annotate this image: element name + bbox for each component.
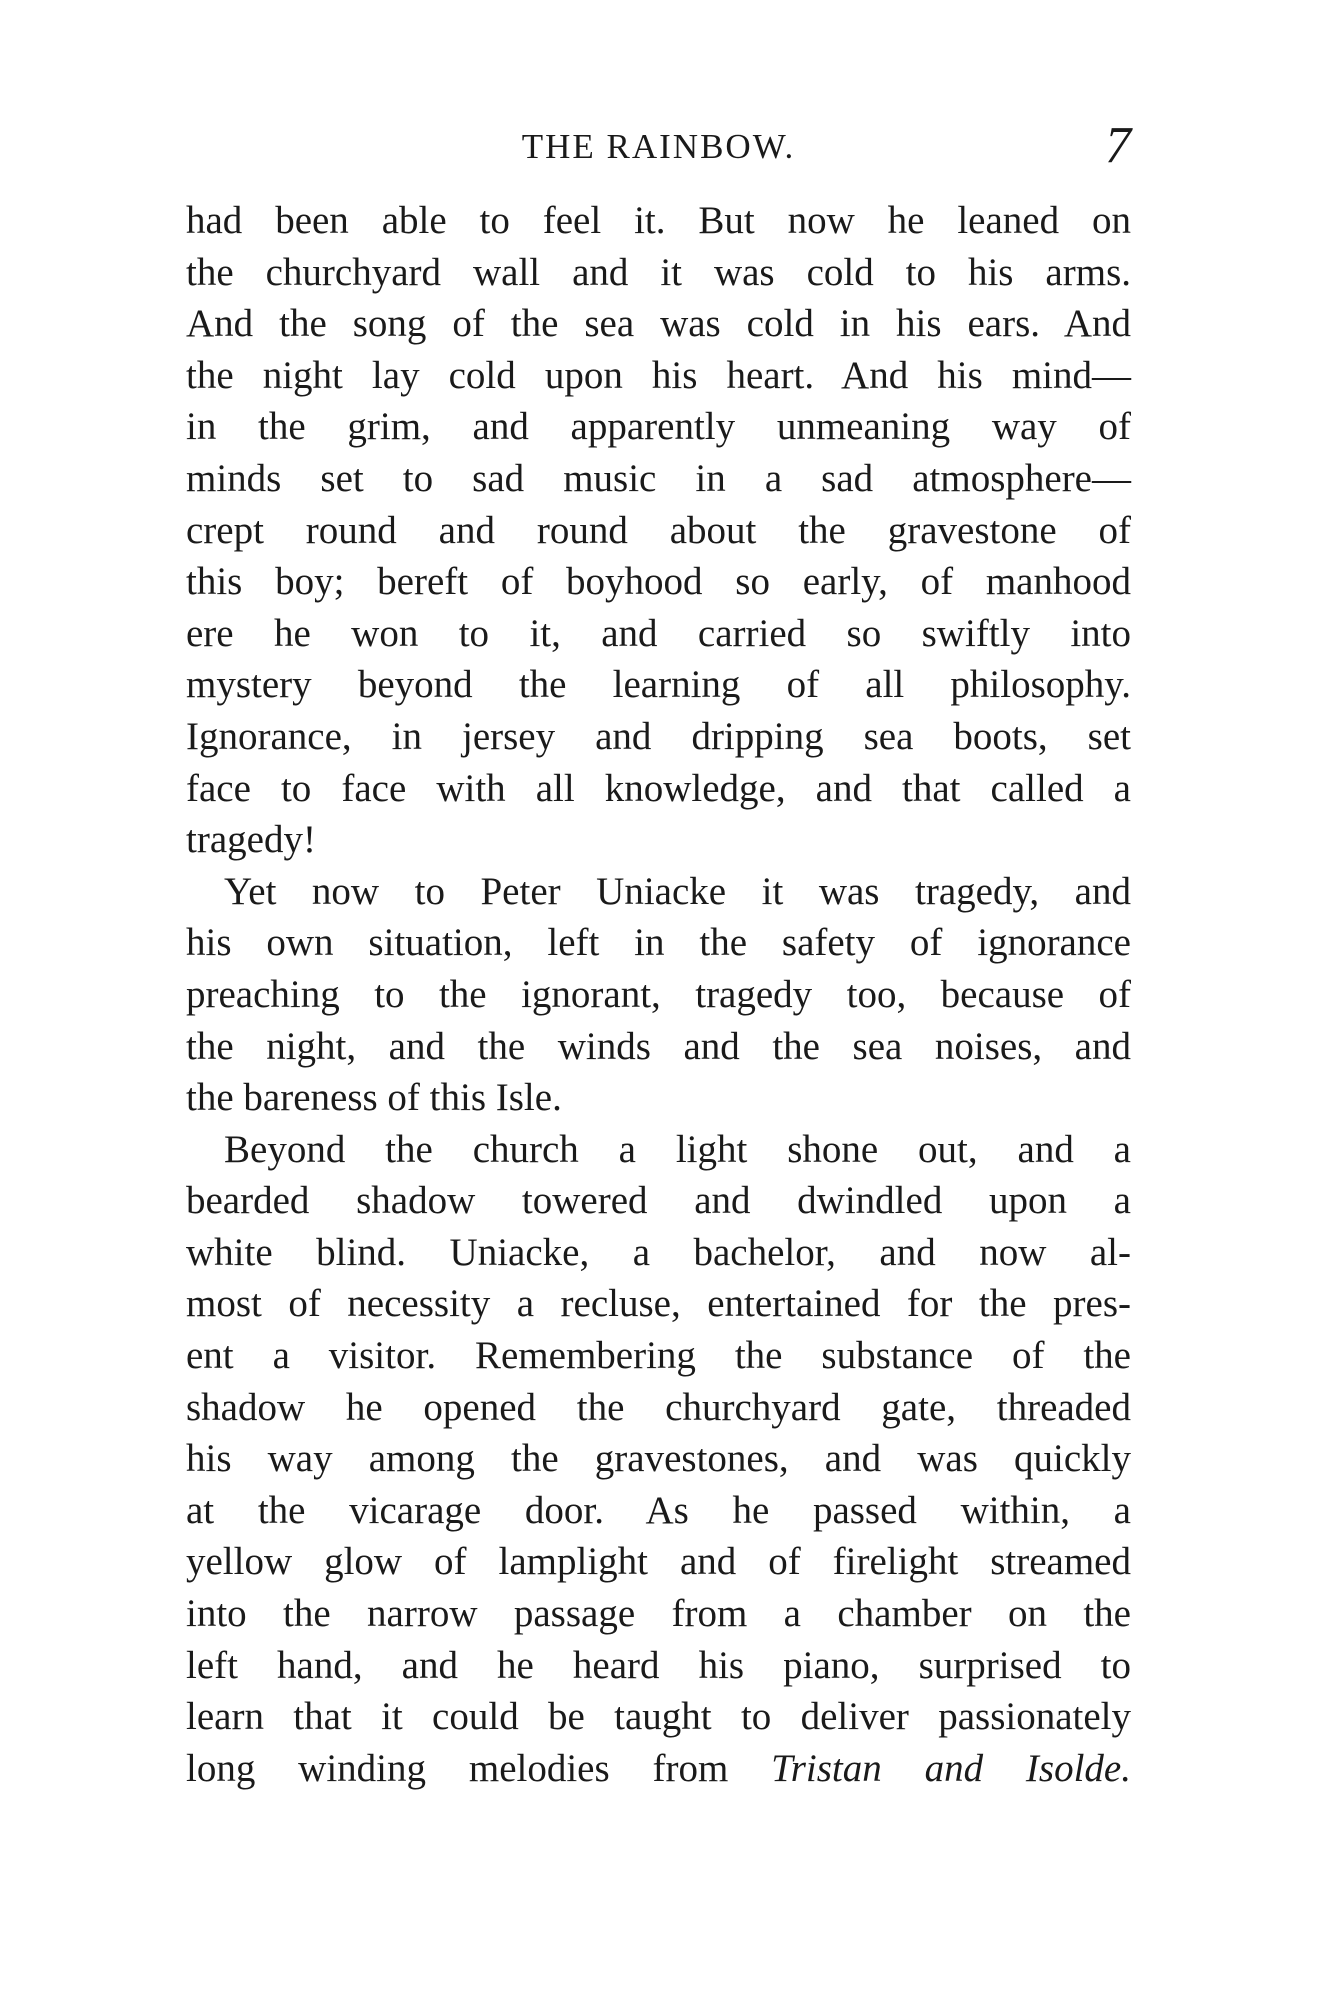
body-text [186,195,1131,1794]
text-line: preaching to the ignorant, tragedy too, because of [186,972,1131,1016]
text-line: the night, and the winds and the sea noises, and [186,1024,1131,1068]
text-line: tragedy! [186,818,316,862]
text-line: the churchyard wall and it was cold to his arms. [186,250,1131,294]
final-line-text: long winding melodies from [186,1746,772,1790]
text-line: And the song of the sea was cold in his ears. And [186,302,1131,346]
text-line: his way among the gravestones, and was quickly [186,1437,1131,1481]
text-line: the night lay cold upon his heart. And his mind— [186,353,1131,397]
text-line: ere he won to it, and carried so swiftly into [186,611,1131,655]
text-line: minds set to sad music in a sad atmosphere— [186,456,1131,500]
text-line: had been able to feel it. But now he leaned on [186,199,1131,242]
final-text-line [186,1743,1131,1795]
running-head [186,117,1131,182]
paragraph-start-line: Beyond the church a light shone out, and a [224,1127,1131,1171]
text-line: left hand, and he heard his piano, surprised to [186,1643,1131,1687]
text-line: this boy; bereft of boyhood so early, of manhood [186,560,1131,604]
text-line: shadow he opened the churchyard gate, threaded [186,1385,1131,1429]
text-line: ent a visitor. Remembering the substance of the [186,1334,1131,1378]
text-line: face to face with all knowledge, and that called a [186,766,1131,810]
text-line: crept round and round about the gravestone of [186,508,1131,552]
text-line: most of necessity a recluse, entertained for the pres- [186,1282,1131,1326]
book-title-italic: Tristan and Isolde. [771,1746,1131,1790]
running-title: THE RAINBOW. [521,127,796,166]
text-line: his own situation, left in the safety of ignorance [186,921,1131,965]
text-line: learn that it could be taught to deliver passionately [186,1695,1131,1739]
text-line: Ignorance, in jersey and dripping sea boots, set [186,714,1131,758]
text-line: bearded shadow towered and dwindled upon a [186,1179,1131,1223]
text-line: the bareness of this Isle. [186,1076,562,1120]
text-line: into the narrow passage from a chamber on the [186,1592,1131,1636]
text-line: in the grim, and apparently unmeaning way of [186,405,1131,449]
paragraph-start-line: Yet now to Peter Uniacke it was tragedy, and [224,869,1131,913]
page-number: 7 [1105,117,1131,174]
text-line: white blind. Uniacke, a bachelor, and now al- [186,1230,1131,1274]
text-line: mystery beyond the learning of all philosophy. [186,663,1131,707]
text-line: yellow glow of lamplight and of firelight streamed [186,1540,1131,1584]
text-line: at the vicarage door. As he passed within, a [186,1488,1131,1532]
